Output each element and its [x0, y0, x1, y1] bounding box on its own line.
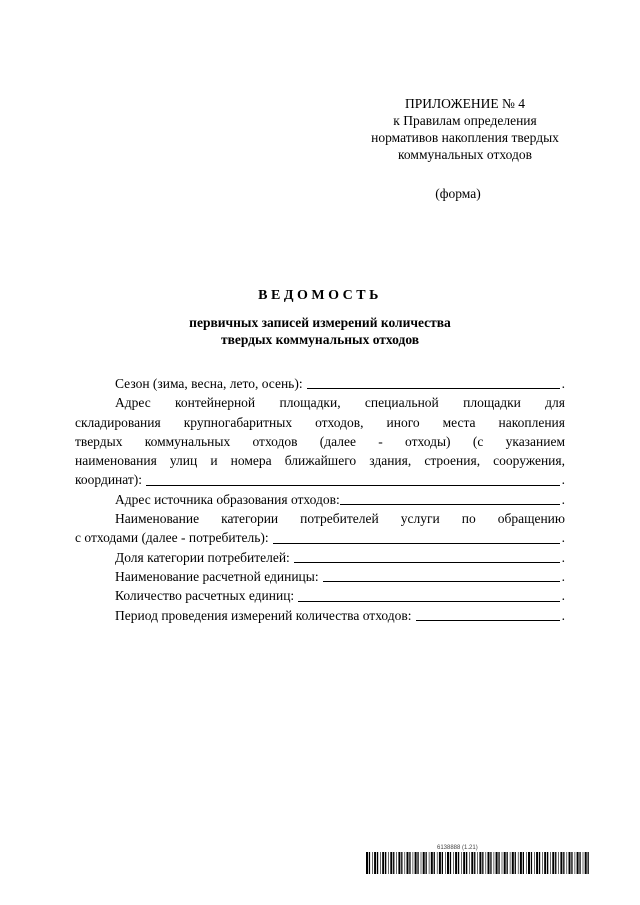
site-address-line-4: наименования улиц и номера ближайшего здания, строения, сооружения, — [75, 453, 565, 469]
period-field — [75, 606, 565, 625]
site-address-field — [75, 470, 565, 489]
source-address-input-line[interactable] — [340, 504, 560, 505]
site-address-line-1: Адрес контейнерной площадки, специальной площадки для — [115, 395, 565, 411]
site-address-period: . — [561, 472, 565, 488]
unit-count-period: . — [561, 588, 565, 604]
subtitle-line-2: твердых коммунальных отходов — [220, 332, 420, 347]
consumer-share-period: . — [561, 549, 565, 565]
consumer-share-input-line[interactable] — [294, 562, 560, 563]
season-label: Сезон (зима, весна, лето, осень): — [115, 376, 303, 391]
period-period: . — [561, 607, 565, 623]
consumer-category-period: . — [561, 530, 565, 546]
document-title: ВЕДОМОСТЬ — [258, 288, 382, 303]
barcode-number: 6138888 (1.21) — [437, 845, 478, 851]
form-label: (форма) — [435, 186, 481, 201]
consumer-category-field — [75, 528, 565, 547]
consumer-share-label: Доля категории потребителей: — [115, 549, 290, 565]
unit-count-input-line[interactable] — [298, 601, 559, 602]
appendix-heading: ПРИЛОЖЕНИЕ № 4 — [404, 96, 526, 111]
source-address-label: Адрес источника образования отходов: — [115, 491, 340, 507]
unit-name-input-line[interactable] — [323, 581, 560, 582]
appendix-line-3: коммунальных отходов — [398, 147, 532, 162]
season-field — [75, 374, 565, 393]
unit-name-field — [75, 567, 565, 586]
form-body — [75, 374, 565, 625]
unit-count-field — [75, 586, 565, 605]
period-label: Период проведения измерений количества отходов: — [115, 607, 412, 623]
appendix-header — [330, 95, 600, 163]
season-input-line[interactable] — [307, 388, 560, 389]
source-address-period: . — [561, 491, 565, 507]
unit-name-label: Наименование расчетной единицы: — [115, 568, 319, 584]
appendix-line-2: нормативов накопления твердых — [371, 130, 559, 145]
period-input-line[interactable] — [416, 620, 560, 621]
site-address-line-2: складирования крупногабаритных отходов, иного места накопления — [75, 414, 565, 430]
consumer-category-input-line[interactable] — [273, 543, 560, 544]
source-address-field — [75, 490, 565, 509]
barcode-icon — [366, 852, 590, 874]
subtitle-line-1: первичных записей измерений количества — [189, 315, 451, 330]
site-address-label: координат): — [75, 472, 143, 488]
consumer-share-field — [75, 548, 565, 567]
consumer-category-label: с отходами (далее - потребитель): — [75, 530, 269, 546]
site-address-input-line[interactable] — [146, 485, 560, 486]
season-period: . — [561, 376, 565, 391]
appendix-line-1: к Правилам определения — [393, 113, 537, 128]
consumer-category-line-1: Наименование категории потребителей услуги по обращению — [115, 511, 565, 527]
document-subtitle — [0, 314, 640, 348]
unit-count-label: Количество расчетных единиц: — [115, 588, 295, 604]
unit-name-period: . — [561, 568, 565, 584]
site-address-line-3: твердых коммунальных отходов (далее - отходы) (с указанием — [75, 433, 565, 449]
